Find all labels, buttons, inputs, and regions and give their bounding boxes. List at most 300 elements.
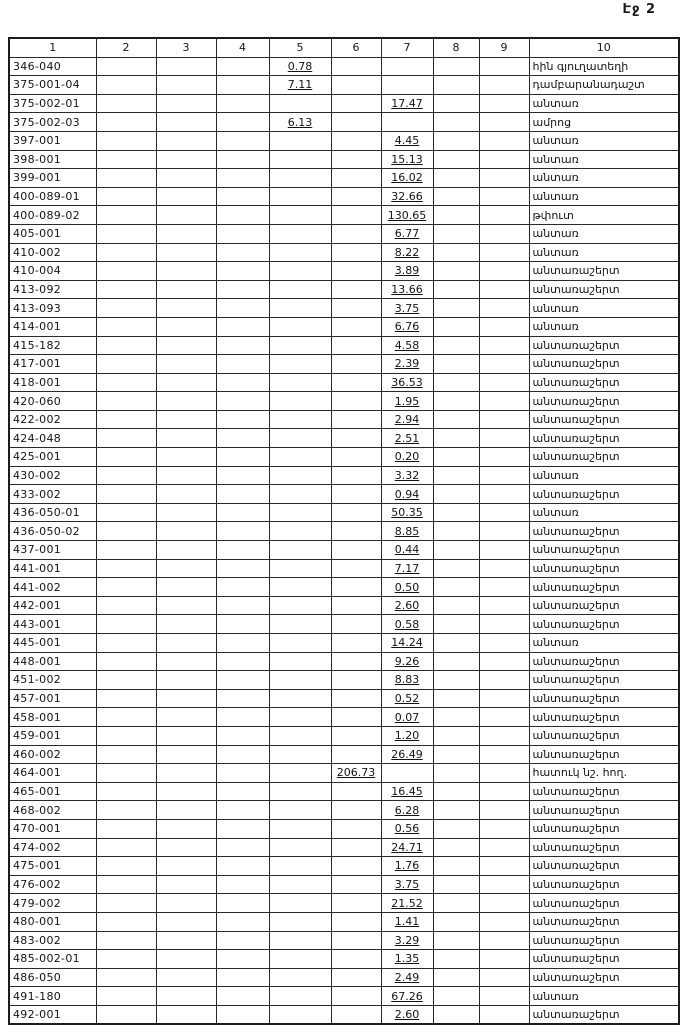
cell-value <box>479 838 529 857</box>
cell-code: 425-001 <box>9 448 96 467</box>
cell-value <box>433 875 479 894</box>
cell-value <box>331 987 381 1006</box>
cell-value <box>269 336 331 355</box>
cell-value <box>269 726 331 745</box>
cell-value: 32.66 <box>381 187 433 206</box>
cell-value <box>479 113 529 132</box>
cell-value: 0.07 <box>381 708 433 727</box>
cell-value <box>96 950 156 969</box>
cell-code: 397-001 <box>9 131 96 150</box>
table-row <box>9 280 679 299</box>
cell-value <box>479 708 529 727</box>
cell-value <box>156 745 216 764</box>
records-table <box>8 37 680 1025</box>
cell-value <box>331 801 381 820</box>
cell-value <box>433 280 479 299</box>
cell-value <box>216 243 269 262</box>
cell-landuse: անտառաշերտ <box>529 726 679 745</box>
cell-value <box>479 336 529 355</box>
cell-value <box>216 429 269 448</box>
cell-value <box>433 429 479 448</box>
cell-value <box>381 113 433 132</box>
cell-value <box>479 634 529 653</box>
cell-value <box>216 280 269 299</box>
cell-value <box>156 782 216 801</box>
cell-value: 0.50 <box>381 578 433 597</box>
cell-value <box>269 838 331 857</box>
cell-value <box>433 987 479 1006</box>
header-cell: 6 <box>331 38 381 57</box>
cell-value <box>216 634 269 653</box>
cell-value <box>156 224 216 243</box>
cell-value <box>269 355 331 374</box>
cell-value <box>433 522 479 541</box>
table-row <box>9 206 679 225</box>
cell-value <box>331 150 381 169</box>
cell-value <box>156 615 216 634</box>
cell-value <box>216 410 269 429</box>
cell-code: 468-002 <box>9 801 96 820</box>
cell-landuse: անտառաշերտ <box>529 968 679 987</box>
cell-value <box>479 931 529 950</box>
cell-value <box>269 931 331 950</box>
cell-value <box>433 317 479 336</box>
table-row <box>9 745 679 764</box>
cell-value <box>479 187 529 206</box>
cell-value <box>433 224 479 243</box>
cell-value <box>216 857 269 876</box>
cell-value <box>433 243 479 262</box>
table-row <box>9 169 679 188</box>
cell-code: 475-001 <box>9 857 96 876</box>
cell-value <box>156 76 216 95</box>
cell-value <box>216 317 269 336</box>
cell-value <box>381 764 433 783</box>
cell-value <box>96 968 156 987</box>
cell-landuse: անտառաշերտ <box>529 485 679 504</box>
cell-landuse: անտառաշերտ <box>529 745 679 764</box>
cell-value <box>156 448 216 467</box>
cell-value <box>269 764 331 783</box>
cell-value <box>331 373 381 392</box>
cell-value <box>216 224 269 243</box>
cell-value: 2.60 <box>381 596 433 615</box>
cell-value: 16.02 <box>381 169 433 188</box>
cell-value <box>479 782 529 801</box>
cell-value <box>479 987 529 1006</box>
cell-value <box>216 596 269 615</box>
cell-value <box>216 894 269 913</box>
cell-value <box>479 596 529 615</box>
header-cell: 8 <box>433 38 479 57</box>
table-row <box>9 894 679 913</box>
table-row <box>9 131 679 150</box>
cell-code: 417-001 <box>9 355 96 374</box>
cell-value <box>216 671 269 690</box>
cell-value <box>216 689 269 708</box>
cell-value: 14.24 <box>381 634 433 653</box>
cell-value <box>96 894 156 913</box>
table-row <box>9 838 679 857</box>
cell-value <box>156 187 216 206</box>
cell-value <box>381 76 433 95</box>
cell-value <box>479 466 529 485</box>
table-row <box>9 94 679 113</box>
cell-landuse: անտառ <box>529 299 679 318</box>
table-row <box>9 689 679 708</box>
cell-value <box>269 689 331 708</box>
cell-value <box>269 857 331 876</box>
cell-value: 17.47 <box>381 94 433 113</box>
cell-value <box>156 950 216 969</box>
cell-value <box>96 801 156 820</box>
cell-value <box>156 652 216 671</box>
cell-value <box>269 299 331 318</box>
table-row <box>9 243 679 262</box>
cell-value <box>269 373 331 392</box>
cell-value <box>156 429 216 448</box>
cell-value <box>331 522 381 541</box>
cell-value <box>433 782 479 801</box>
cell-value <box>156 280 216 299</box>
cell-value <box>331 206 381 225</box>
cell-value: 13.66 <box>381 280 433 299</box>
cell-value <box>156 875 216 894</box>
cell-landuse: անտառաշերտ <box>529 652 679 671</box>
cell-code: 464-001 <box>9 764 96 783</box>
cell-value <box>216 801 269 820</box>
cell-code: 398-001 <box>9 150 96 169</box>
cell-value <box>96 745 156 764</box>
cell-code: 433-002 <box>9 485 96 504</box>
cell-value <box>269 596 331 615</box>
cell-value <box>433 689 479 708</box>
cell-value <box>331 689 381 708</box>
cell-value <box>96 113 156 132</box>
cell-code: 445-001 <box>9 634 96 653</box>
cell-value <box>216 708 269 727</box>
cell-value <box>96 76 156 95</box>
cell-value <box>156 317 216 336</box>
cell-value <box>479 243 529 262</box>
cell-value <box>479 262 529 281</box>
cell-value <box>96 987 156 1006</box>
cell-value: 0.44 <box>381 541 433 560</box>
cell-value <box>96 169 156 188</box>
cell-value: 2.49 <box>381 968 433 987</box>
cell-value <box>433 596 479 615</box>
cell-value <box>269 987 331 1006</box>
cell-value <box>96 596 156 615</box>
table-row <box>9 652 679 671</box>
table-row <box>9 931 679 950</box>
table-row <box>9 485 679 504</box>
cell-value <box>331 745 381 764</box>
cell-landuse: անտառաշերտ <box>529 671 679 690</box>
cell-value <box>216 113 269 132</box>
cell-value <box>156 299 216 318</box>
cell-value <box>331 466 381 485</box>
cell-value <box>156 485 216 504</box>
cell-value <box>433 169 479 188</box>
cell-value <box>479 522 529 541</box>
cell-value <box>331 875 381 894</box>
cell-value <box>96 819 156 838</box>
cell-value <box>269 782 331 801</box>
header-cell: 9 <box>479 38 529 57</box>
cell-value <box>433 299 479 318</box>
cell-landuse: ամրոց <box>529 113 679 132</box>
cell-value <box>156 541 216 560</box>
cell-value <box>216 299 269 318</box>
cell-value <box>156 522 216 541</box>
header-cell: 5 <box>269 38 331 57</box>
cell-value: 3.75 <box>381 875 433 894</box>
cell-value: 36.53 <box>381 373 433 392</box>
cell-code: 448-001 <box>9 652 96 671</box>
cell-value <box>269 745 331 764</box>
table-row <box>9 76 679 95</box>
cell-value <box>479 819 529 838</box>
cell-value <box>216 745 269 764</box>
cell-value: 4.45 <box>381 131 433 150</box>
cell-value <box>479 1005 529 1024</box>
cell-value: 26.49 <box>381 745 433 764</box>
cell-value <box>216 615 269 634</box>
cell-value <box>269 541 331 560</box>
cell-value <box>156 1005 216 1024</box>
cell-value <box>269 894 331 913</box>
cell-code: 430-002 <box>9 466 96 485</box>
cell-value <box>269 243 331 262</box>
cell-value <box>156 968 216 987</box>
cell-value <box>479 150 529 169</box>
cell-value <box>433 931 479 950</box>
cell-landuse: անտառ <box>529 94 679 113</box>
cell-value <box>156 708 216 727</box>
cell-code: 413-092 <box>9 280 96 299</box>
cell-value <box>479 968 529 987</box>
cell-value <box>331 262 381 281</box>
cell-value <box>96 485 156 504</box>
cell-code: 491-180 <box>9 987 96 1006</box>
cell-code: 441-002 <box>9 578 96 597</box>
cell-value <box>331 1005 381 1024</box>
cell-value <box>479 448 529 467</box>
cell-code: 424-048 <box>9 429 96 448</box>
cell-value <box>216 1005 269 1024</box>
cell-value <box>216 206 269 225</box>
cell-value <box>269 503 331 522</box>
cell-value <box>96 726 156 745</box>
cell-code: 492-001 <box>9 1005 96 1024</box>
cell-landuse: անտառաշերտ <box>529 782 679 801</box>
cell-value <box>433 206 479 225</box>
cell-value <box>96 355 156 374</box>
table-row <box>9 522 679 541</box>
cell-value <box>156 801 216 820</box>
cell-value <box>96 373 156 392</box>
cell-landuse: անտառ <box>529 187 679 206</box>
cell-code: 346-040 <box>9 57 96 76</box>
cell-code: 420-060 <box>9 392 96 411</box>
cell-landuse: անտառաշերտ <box>529 262 679 281</box>
cell-value <box>156 410 216 429</box>
cell-landuse: անտառ <box>529 634 679 653</box>
cell-code: 483-002 <box>9 931 96 950</box>
cell-value <box>216 466 269 485</box>
cell-value <box>269 94 331 113</box>
cell-value <box>433 503 479 522</box>
cell-value <box>269 875 331 894</box>
cell-landuse: անտառաշերտ <box>529 950 679 969</box>
cell-code: 470-001 <box>9 819 96 838</box>
cell-code: 480-001 <box>9 912 96 931</box>
cell-value <box>331 596 381 615</box>
cell-code: 479-002 <box>9 894 96 913</box>
cell-value <box>216 187 269 206</box>
cell-value <box>156 131 216 150</box>
cell-code: 399-001 <box>9 169 96 188</box>
cell-value <box>479 671 529 690</box>
cell-value: 0.20 <box>381 448 433 467</box>
cell-value <box>269 819 331 838</box>
table-body <box>9 57 679 1024</box>
cell-value <box>269 522 331 541</box>
cell-code: 457-001 <box>9 689 96 708</box>
cell-value <box>479 745 529 764</box>
cell-value <box>96 262 156 281</box>
cell-landuse: անտառ <box>529 169 679 188</box>
cell-value <box>96 503 156 522</box>
cell-value <box>216 355 269 374</box>
cell-value <box>156 894 216 913</box>
cell-value <box>479 94 529 113</box>
cell-value <box>433 819 479 838</box>
cell-value <box>331 76 381 95</box>
cell-landuse: անտառաշերտ <box>529 931 679 950</box>
cell-value <box>96 429 156 448</box>
cell-value <box>96 559 156 578</box>
cell-value <box>156 764 216 783</box>
cell-value <box>331 652 381 671</box>
table-row <box>9 355 679 374</box>
cell-value <box>331 224 381 243</box>
table-row <box>9 1005 679 1024</box>
cell-value <box>269 169 331 188</box>
cell-value <box>156 262 216 281</box>
cell-value <box>96 392 156 411</box>
cell-value <box>433 578 479 597</box>
cell-value <box>156 466 216 485</box>
cell-value <box>96 634 156 653</box>
cell-value <box>216 912 269 931</box>
cell-value <box>479 299 529 318</box>
cell-value <box>156 838 216 857</box>
cell-value <box>156 559 216 578</box>
cell-value: 1.95 <box>381 392 433 411</box>
table-row <box>9 336 679 355</box>
cell-value <box>96 857 156 876</box>
cell-value <box>433 764 479 783</box>
cell-code: 410-004 <box>9 262 96 281</box>
cell-value: 0.58 <box>381 615 433 634</box>
cell-value <box>433 57 479 76</box>
cell-value: 7.11 <box>269 76 331 95</box>
table-row <box>9 912 679 931</box>
cell-value <box>479 578 529 597</box>
cell-value <box>96 615 156 634</box>
cell-landuse: անտառաշերտ <box>529 522 679 541</box>
cell-value <box>156 671 216 690</box>
cell-value <box>331 541 381 560</box>
cell-value: 1.41 <box>381 912 433 931</box>
table-row <box>9 857 679 876</box>
cell-code: 418-001 <box>9 373 96 392</box>
cell-value <box>96 243 156 262</box>
cell-value <box>156 373 216 392</box>
cell-value <box>479 503 529 522</box>
table-row <box>9 987 679 1006</box>
table-row <box>9 801 679 820</box>
cell-value: 15.13 <box>381 150 433 169</box>
header-cell: 3 <box>156 38 216 57</box>
cell-value <box>156 857 216 876</box>
cell-value <box>479 57 529 76</box>
cell-code: 458-001 <box>9 708 96 727</box>
cell-code: 415-182 <box>9 336 96 355</box>
cell-value <box>216 57 269 76</box>
cell-value: 3.29 <box>381 931 433 950</box>
cell-value <box>331 708 381 727</box>
cell-value: 130.65 <box>381 206 433 225</box>
header-cell: 1 <box>9 38 96 57</box>
cell-value: 1.20 <box>381 726 433 745</box>
cell-value <box>269 485 331 504</box>
cell-value <box>433 94 479 113</box>
cell-value <box>156 912 216 931</box>
cell-value <box>433 1005 479 1024</box>
cell-value <box>156 726 216 745</box>
table-row <box>9 671 679 690</box>
cell-value <box>331 782 381 801</box>
cell-value <box>479 764 529 783</box>
cell-value <box>479 410 529 429</box>
cell-value <box>479 541 529 560</box>
table-row <box>9 150 679 169</box>
cell-landuse: անտառաշերտ <box>529 708 679 727</box>
cell-value <box>216 262 269 281</box>
cell-code: 441-001 <box>9 559 96 578</box>
cell-value: 0.56 <box>381 819 433 838</box>
header-cell: 10 <box>529 38 679 57</box>
cell-value: 2.60 <box>381 1005 433 1024</box>
cell-value <box>479 392 529 411</box>
cell-landuse: անտառաշերտ <box>529 819 679 838</box>
cell-value <box>156 392 216 411</box>
cell-value: 2.94 <box>381 410 433 429</box>
cell-code: 375-001-04 <box>9 76 96 95</box>
table-row <box>9 224 679 243</box>
cell-value <box>96 671 156 690</box>
cell-value <box>331 57 381 76</box>
cell-value <box>433 671 479 690</box>
cell-value <box>433 466 479 485</box>
cell-value <box>156 503 216 522</box>
cell-value <box>269 224 331 243</box>
cell-value <box>216 726 269 745</box>
cell-value <box>433 131 479 150</box>
